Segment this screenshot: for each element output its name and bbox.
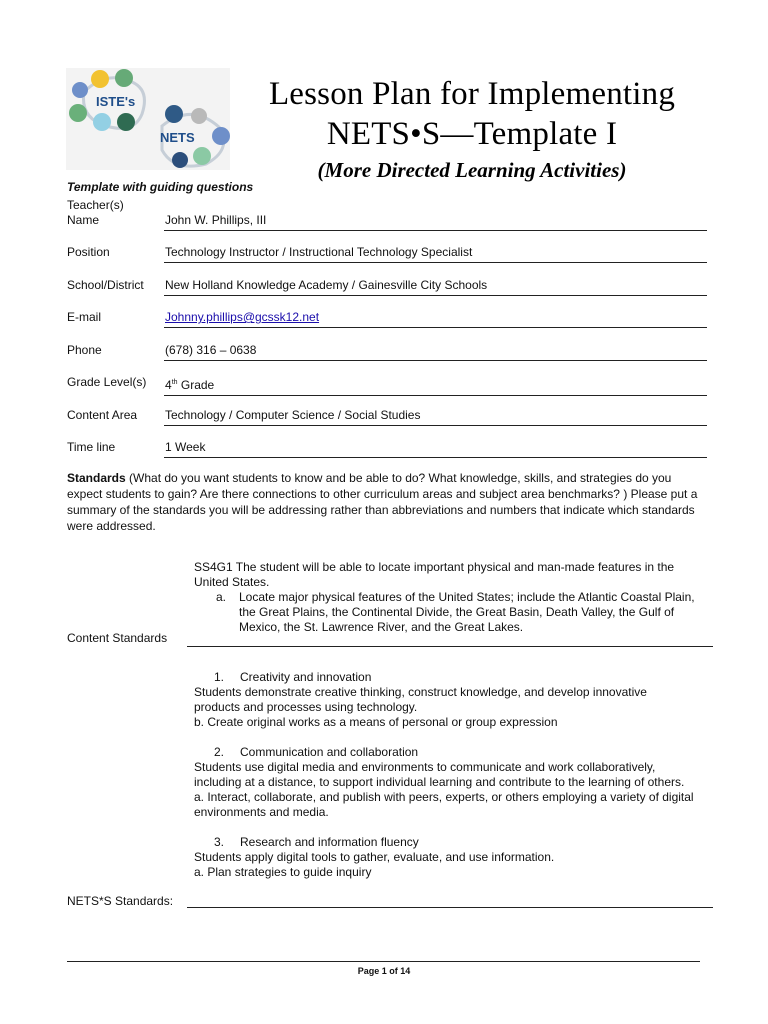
standards-description xyxy=(67,470,707,534)
school-field[interactable]: New Holland Knowledge Academy / Gainesville City Schools xyxy=(164,278,707,296)
teacher-name-field[interactable]: John W. Phillips, III xyxy=(164,213,707,231)
teacher-label-line2: Name xyxy=(67,213,100,227)
email-field[interactable] xyxy=(164,310,707,328)
page-title-line-1: Lesson Plan for Implementing xyxy=(268,76,676,112)
standards-guidance: (What do you want students to know and be able to do? What knowledge, skills, and strategies do you expect students to gain? Are there connections to other curriculum areas and subject area benchmarks? ) Please put a summary of the standards you will be addressing rather than abbreviations and numbers that indicate which standards were addressed. xyxy=(67,471,698,533)
nets-item-3-text: Students apply digital tools to gather, evaluate, and use information. xyxy=(194,850,555,864)
nets-item-2-title: 2. Communication and collaboration xyxy=(214,745,419,759)
nets-item-1-title: 1. Creativity and innovation xyxy=(214,670,372,684)
nets-item-3-title: 3. Research and information fluency xyxy=(214,835,419,849)
content-standards-rule xyxy=(187,646,713,647)
grade-word: Grade xyxy=(180,378,215,392)
content-standard-item xyxy=(194,590,706,635)
page-number: Page 1 of 14 xyxy=(357,966,411,976)
guide-title: Template with guiding questions xyxy=(67,180,254,194)
school-label: School/District xyxy=(67,278,144,292)
content-area-field[interactable]: Technology / Computer Science / Social Studies xyxy=(164,408,707,426)
nets-standards-rule xyxy=(187,907,713,908)
iste-nets-logo xyxy=(66,68,230,170)
phone-label: Phone xyxy=(67,343,102,357)
grade-number: 4 xyxy=(165,378,172,392)
timeline-label: Time line xyxy=(67,440,116,454)
nets-item-2-text: Students use digital media and environments to communicate and work collaboratively, including at a distance, to support individual learning and contribute to the learning of others. xyxy=(194,760,685,789)
standards-heading: Standards xyxy=(67,471,126,485)
nets-standards-box[interactable] xyxy=(194,670,694,880)
nets-standards-label: NETS*S Standards: xyxy=(67,894,174,908)
content-standard-marker: a. xyxy=(216,590,227,604)
teacher-label-line1: Teacher(s) xyxy=(67,198,124,212)
content-standards-label: Content Standards xyxy=(67,631,168,645)
grade-suffix: th xyxy=(171,379,178,386)
position-label: Position xyxy=(67,245,110,259)
title-block xyxy=(232,74,712,184)
content-standards-box[interactable] xyxy=(194,560,706,635)
nets-item-3-sub: a. Plan strategies to guide inquiry xyxy=(194,865,372,879)
content-standard-item-text: Locate major physical features of the United States; include the Atlantic Coastal Plain, the Great Plains, the Continental Divide, the Great Basin, Death Valley, the Gulf of Mexico, the St. Lawrence River, and the Great Lakes. xyxy=(239,590,695,634)
nets-item-1-text: Students demonstrate creative thinking, construct knowledge, and develop innovative products and processes using technology. xyxy=(194,685,647,714)
content-area-label: Content Area xyxy=(67,408,138,422)
position-field[interactable]: Technology Instructor / Instructional Technology Specialist xyxy=(164,245,707,263)
email-link[interactable]: Johnny.phillips@gcssk12.net xyxy=(165,310,320,324)
footer-rule xyxy=(67,961,700,962)
svg-text:NETS: NETS xyxy=(160,130,195,145)
email-label: E-mail xyxy=(67,310,102,324)
grade-field[interactable] xyxy=(164,375,707,396)
page-title-line-2: NETS•S—Template I xyxy=(326,116,618,152)
page-subtitle: (More Directed Learning Activities) xyxy=(317,158,627,182)
svg-text:ISTE's: ISTE's xyxy=(96,94,136,109)
nets-item-1-sub: b. Create original works as a means of personal or group expression xyxy=(194,715,558,729)
grade-label: Grade Level(s) xyxy=(67,375,147,389)
phone-field[interactable]: (678) 316 – 0638 xyxy=(164,343,707,361)
content-standard-intro: SS4G1 The student will be able to locate important physical and man-made features in the United States. xyxy=(194,560,675,589)
timeline-field[interactable]: 1 Week xyxy=(164,440,707,458)
nets-item-2-sub: a. Interact, collaborate, and publish with peers, experts, or others employing a variety of digital environments and media. xyxy=(194,790,694,819)
